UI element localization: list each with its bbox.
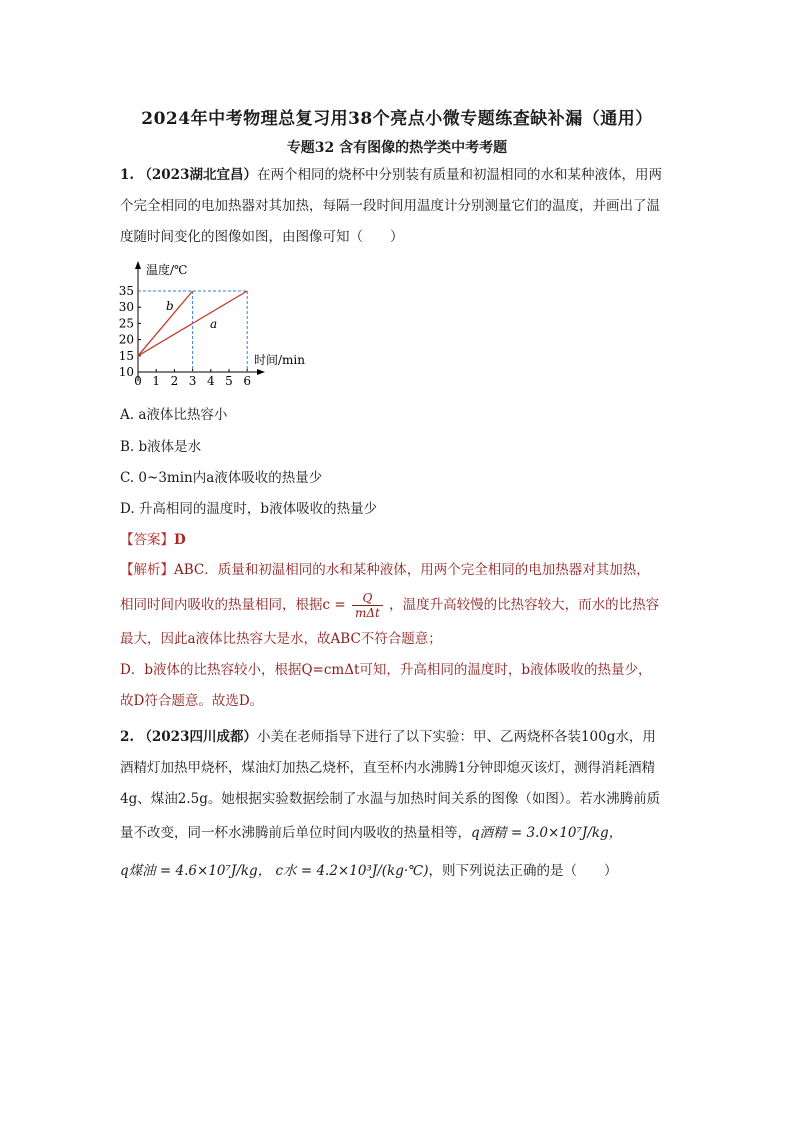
analysis-line3: 最大，因此a液体比热容大是水，故ABC不符合题意； (120, 631, 442, 647)
q1-text-line2: 个完全相同的电加热器对其加热，每隔一段时间用温度计分别测量它们的温度，并画出了温 (120, 198, 660, 214)
q-kerosene-formula: q煤油 = 4.6×10⁷J/kg， (120, 863, 272, 879)
series-b-label: b (166, 299, 174, 313)
q1-text-line1: 在两个相同的烧杯中分别装有质量和初温相同的水和某种液体，用两 (256, 167, 662, 183)
y-tick-label: 35 (118, 284, 134, 298)
x-axis-arrow (257, 369, 265, 375)
q1-source: （2023湖北宜昌） (138, 167, 257, 183)
q2-text-line1: 小美在老师指导下进行了以下实验：甲、乙两烧杯各装100g水，用 (256, 729, 656, 745)
x-tick-label: 4 (206, 374, 215, 388)
q1-answer (120, 528, 186, 548)
q1-number: 1. (120, 167, 135, 183)
q2-stem (120, 722, 680, 891)
c-water-formula: c水 = 4.2×10³J/(kg·℃) (275, 863, 429, 879)
analysis-label: 【解析】 (120, 562, 174, 578)
page-title: 2024年中考物理总复习用38个亮点小微专题练查缺补漏（通用） (141, 109, 653, 129)
analysis-line4: D．b液体的比热容较小，根据Q=cmΔt可知，升高相同的温度时，b液体吸收的热量少， (120, 662, 652, 678)
topic-subtitle: 专题32 含有图像的热学类中考考题 (286, 140, 508, 156)
x-tick-label: 5 (225, 374, 233, 388)
q1-stem (120, 160, 680, 253)
answer-value: D (174, 532, 186, 548)
y-tick-label: 25 (118, 316, 134, 331)
x-tick-label: 0 (134, 374, 142, 388)
answer-label: 【答案】 (120, 532, 174, 548)
series-a-label: a (210, 317, 218, 331)
temperature-time-chart (118, 258, 328, 388)
q1-analysis (120, 555, 680, 717)
y-tick-label: 20 (118, 332, 134, 347)
q2-text-line3: 4g、煤油2.5g。她根据实验数据绘制了水温与加热时间关系的图像（如图）。若水沸腾前质 (120, 791, 661, 807)
analysis-line5: 故D符合题意。故选D。 (120, 693, 264, 709)
y-tick-label: 30 (118, 300, 134, 315)
y-axis-arrow (135, 261, 141, 269)
q1-option-d: D. 升高相同的温度时，b液体吸收的热量少 (120, 501, 378, 517)
x-tick-label: 1 (152, 374, 161, 388)
q2-number: 2. (120, 729, 135, 745)
q2-text-line4: 量不改变，同一杯水沸腾前后单位时间内吸收的热量相等， (120, 825, 471, 841)
x-tick-label: 3 (188, 374, 197, 388)
q2-text-line2: 酒精灯加热甲烧杯，煤油灯加热乙烧杯，直至杯内水沸腾1分钟即熄灭该灯，测得消耗酒精 (120, 760, 656, 776)
fraction-denominator: mΔt (354, 606, 380, 620)
specific-heat-fraction (352, 591, 383, 620)
x-tick-label: 6 (243, 374, 252, 388)
q1-text-line3: 度随时间变化的图像如图，由图像可知（ ） (120, 229, 404, 245)
y-axis-label: 温度/℃ (146, 263, 188, 277)
y-tick-label: 10 (118, 365, 134, 379)
y-tick-label: 15 (118, 348, 134, 363)
q-alcohol-formula: q酒精 = 3.0×10⁷J/kg， (471, 825, 623, 841)
x-axis-label: 时间/min (254, 353, 305, 367)
x-tick-label: 2 (170, 374, 179, 388)
analysis-line1: ABC．质量和初温相同的水和某种液体，用两个完全相同的电加热器对其加热， (174, 562, 650, 578)
analysis-line2a: 相同时间内吸收的热量相同，根据c = (120, 597, 346, 613)
analysis-line2b: ，温度升高较慢的比热容较大，而水的比热容 (389, 597, 660, 613)
fraction-numerator: Q (352, 591, 383, 606)
q1-option-a: A. a液体比热容小 (120, 407, 228, 423)
q2-source: （2023四川成都） (138, 729, 257, 745)
q1-option-c: C. 0~3min内a液体吸收的热量少 (120, 470, 323, 486)
q1-option-b: B. b液体是水 (120, 439, 202, 455)
q2-tail: ，则下列说法正确的是（ ） (428, 863, 618, 879)
